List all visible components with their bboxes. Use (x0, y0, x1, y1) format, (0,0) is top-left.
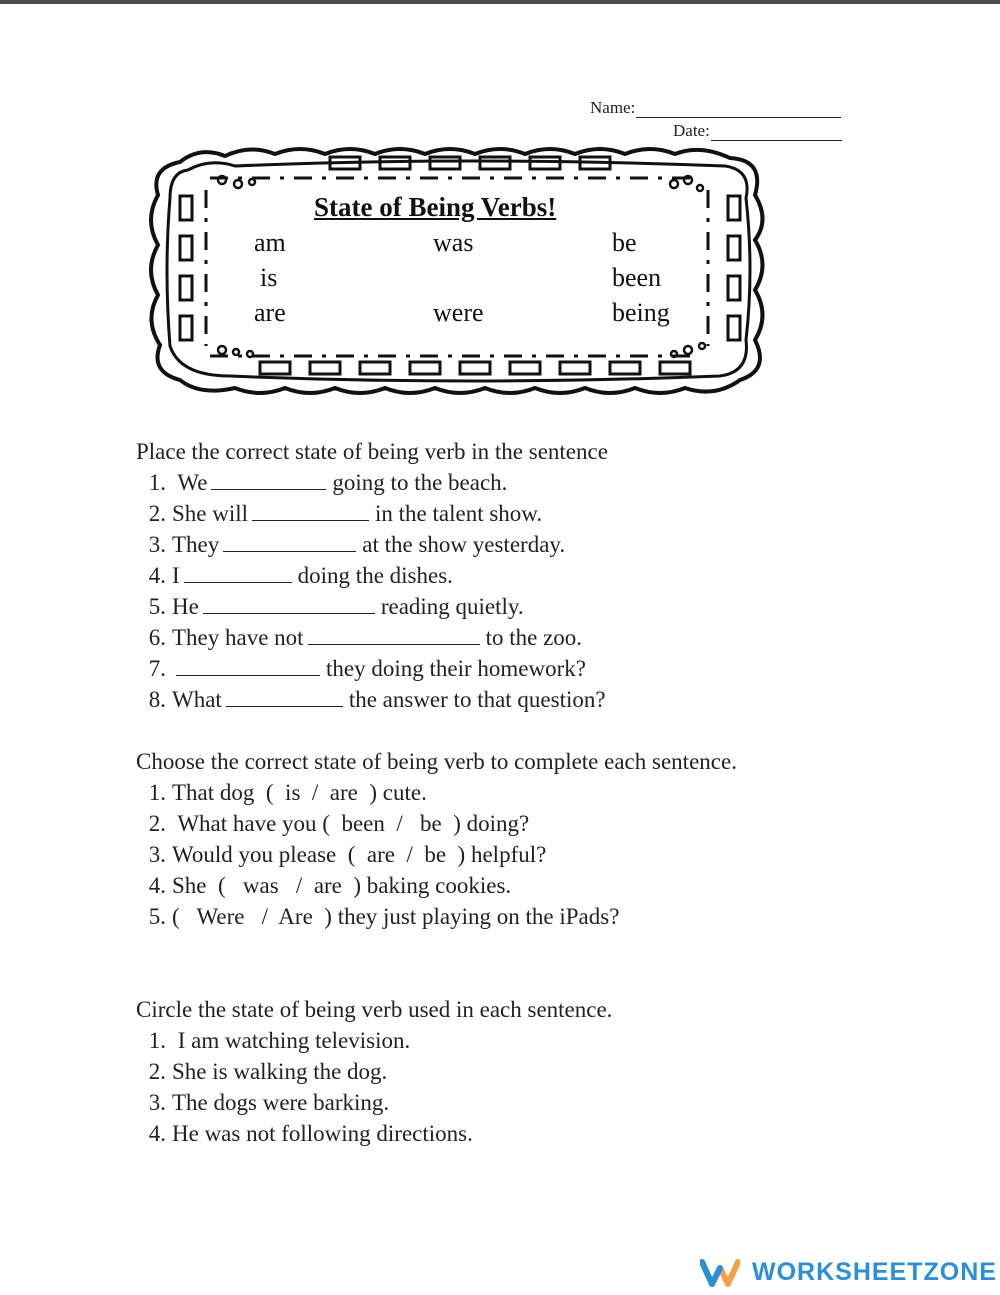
item-number: 4. (148, 1121, 166, 1146)
answer-blank[interactable] (252, 502, 369, 521)
verb-box (140, 140, 780, 405)
section-instruction: Choose the correct state of being verb to complete each sentence. (136, 749, 737, 774)
date-blank[interactable] (711, 126, 842, 141)
item-text-before: She will (172, 501, 249, 526)
item-number: 5. (148, 904, 166, 929)
item-text-before: They have not (172, 625, 304, 650)
item-text[interactable]: Would you please ( are / be ) helpful? (172, 842, 547, 867)
list-item (136, 1087, 776, 1118)
list-item (136, 1056, 776, 1087)
answer-blank[interactable] (184, 564, 292, 583)
answer-blank[interactable] (211, 471, 326, 490)
list-item (136, 901, 776, 932)
list-item (136, 870, 776, 901)
section-fill-in (136, 436, 776, 715)
item-text-after: going to the beach. (332, 470, 508, 495)
list-item (136, 684, 776, 715)
date-field (673, 121, 842, 141)
list-item (136, 839, 776, 870)
item-text-before: He (172, 594, 199, 619)
name-field (590, 98, 841, 118)
item-text-after: the answer to that question? (348, 687, 606, 712)
item-number: 3. (148, 532, 166, 557)
verb-word: be (612, 228, 637, 257)
list-item (136, 1118, 776, 1149)
scalloped-frame (140, 140, 780, 405)
item-text[interactable]: The dogs were barking. (172, 1090, 390, 1115)
section-instruction: Place the correct state of being verb in the sentence (136, 439, 608, 464)
list-item (136, 653, 776, 684)
question-list (136, 1025, 776, 1149)
item-number: 1. (148, 780, 166, 805)
item-number: 6. (148, 625, 166, 650)
verb-word: were (433, 298, 484, 327)
date-label: Date: (673, 121, 710, 140)
list-item (136, 467, 776, 498)
answer-blank[interactable] (226, 688, 343, 707)
list-item (136, 498, 776, 529)
item-text[interactable]: What have you ( been / be ) doing? (172, 811, 530, 836)
answer-blank[interactable] (223, 533, 356, 552)
list-item (136, 622, 776, 653)
name-label: Name: (590, 98, 636, 117)
item-number: 4. (148, 873, 166, 898)
item-number: 1. (148, 470, 166, 495)
item-text[interactable]: ( Were / Are ) they just playing on the iPads? (172, 904, 620, 929)
item-number: 5. (148, 594, 166, 619)
verb-word: been (612, 263, 662, 292)
item-text-after: reading quietly. (380, 594, 524, 619)
item-number: 2. (148, 501, 166, 526)
list-item (136, 529, 776, 560)
item-text-after: to the zoo. (485, 625, 583, 650)
item-text[interactable]: She is walking the dog. (172, 1059, 388, 1084)
item-number: 8. (148, 687, 166, 712)
item-text[interactable]: That dog ( is / are ) cute. (172, 780, 427, 805)
item-number: 2. (148, 1059, 166, 1084)
worksheetzone-logo[interactable] (700, 1254, 997, 1290)
item-number: 2. (148, 811, 166, 836)
verb-word: was (433, 228, 474, 257)
item-text[interactable]: I am watching television. (172, 1028, 411, 1053)
item-number: 7. (148, 656, 166, 681)
item-number: 3. (148, 842, 166, 867)
item-text[interactable]: She ( was / are ) baking cookies. (172, 873, 512, 898)
list-item (136, 1025, 776, 1056)
section-circle (136, 994, 776, 1149)
verb-word: are (254, 298, 286, 327)
verb-box-title: State of Being Verbs! (314, 192, 557, 222)
verb-word: am (254, 228, 286, 257)
question-list (136, 467, 776, 715)
item-number: 1. (148, 1028, 166, 1053)
item-text-before: What (172, 687, 222, 712)
item-text-before: We (172, 470, 208, 495)
list-item (136, 808, 776, 839)
item-text-after: at the show yesterday. (362, 532, 566, 557)
w-logo-icon (700, 1254, 740, 1290)
answer-blank[interactable] (308, 626, 480, 645)
list-item (136, 560, 776, 591)
verb-word: being (612, 298, 670, 327)
item-text-before: They (172, 532, 220, 557)
answer-blank[interactable] (203, 595, 375, 614)
item-text-before: I (172, 563, 180, 588)
list-item (136, 777, 776, 808)
question-list (136, 777, 776, 932)
list-item (136, 591, 776, 622)
name-blank[interactable] (636, 103, 841, 118)
item-text-after: they doing their homework? (326, 656, 586, 681)
item-text-after: in the talent show. (375, 501, 543, 526)
verb-word: is (260, 263, 278, 292)
item-text-after: doing the dishes. (297, 563, 453, 588)
top-border (0, 0, 1000, 4)
answer-blank[interactable] (176, 657, 320, 676)
item-text[interactable]: He was not following directions. (172, 1121, 473, 1146)
item-number: 3. (148, 1090, 166, 1115)
section-instruction: Circle the state of being verb used in each sentence. (136, 997, 613, 1022)
item-number: 4. (148, 563, 166, 588)
logo-text: WORKSHEETZONE (752, 1257, 997, 1286)
section-choose (136, 746, 776, 932)
